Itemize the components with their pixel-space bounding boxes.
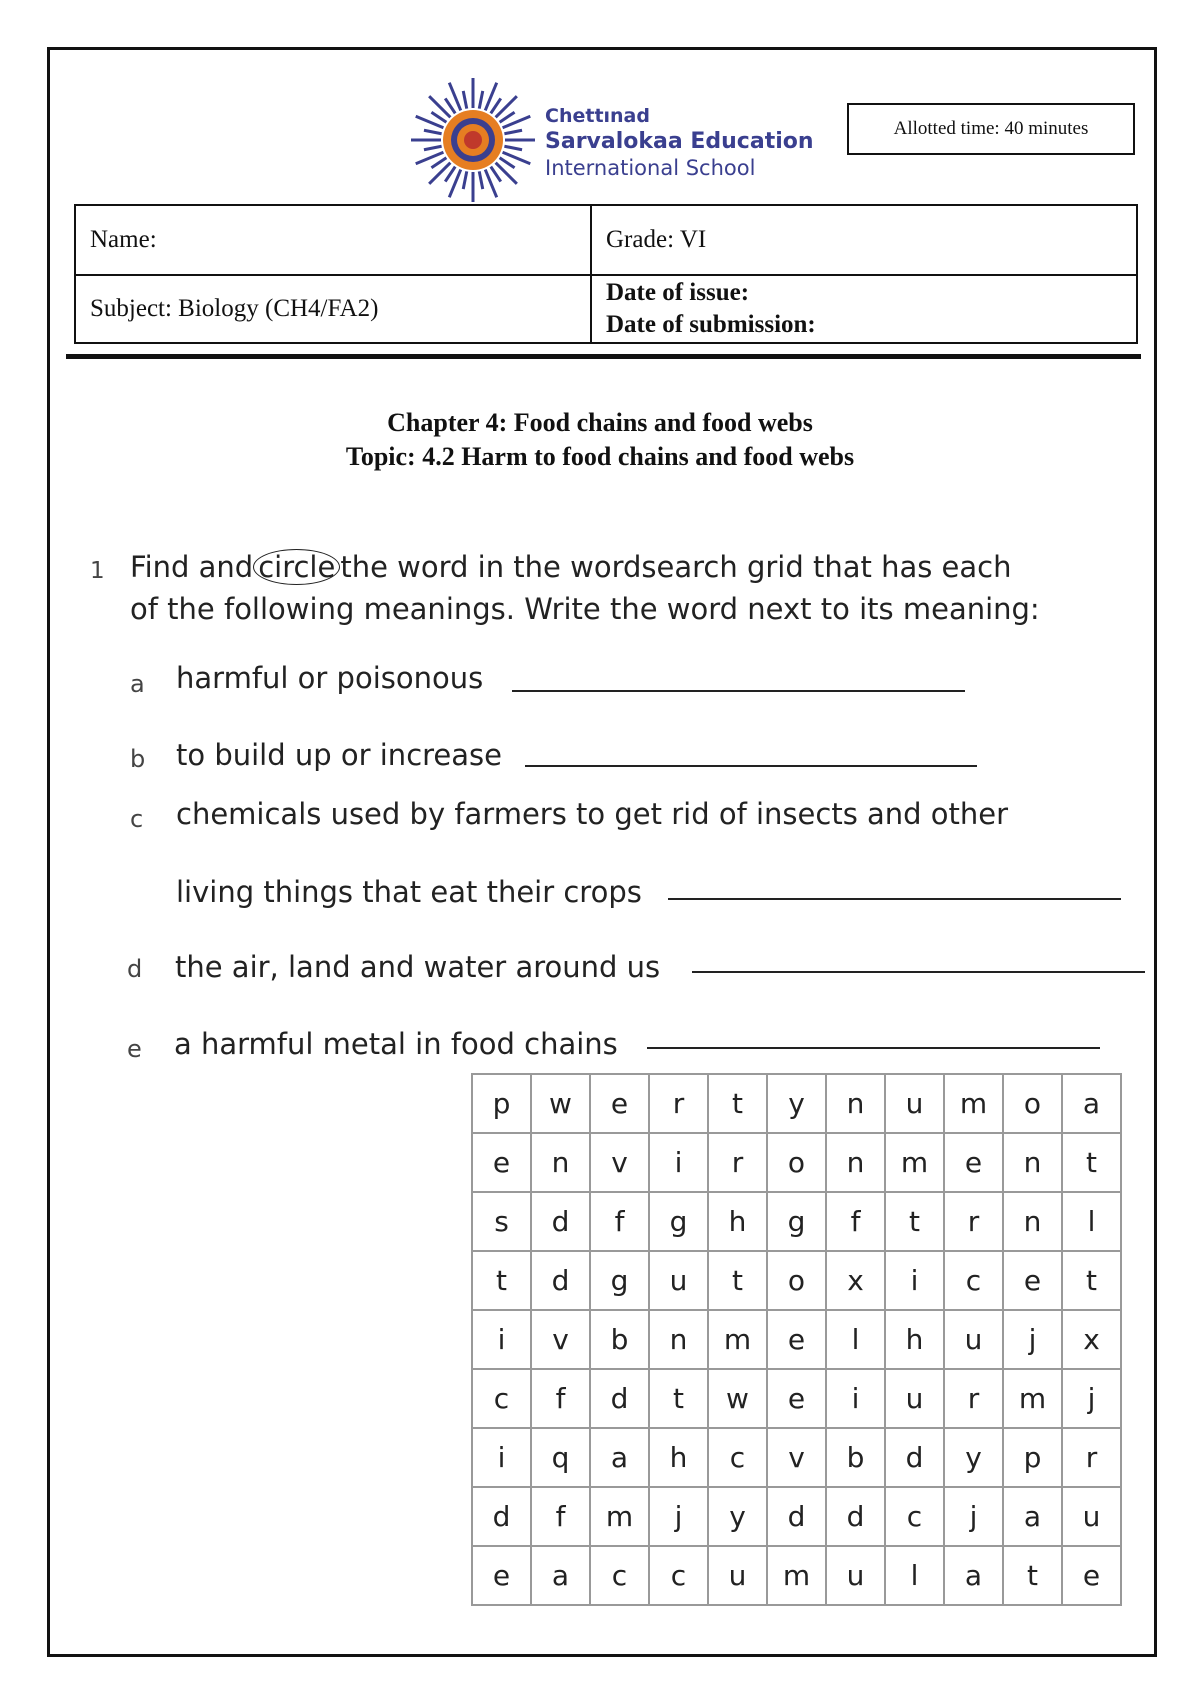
answer-line-b[interactable]: [525, 765, 977, 767]
wordsearch-cell[interactable]: t: [1003, 1546, 1062, 1605]
wordsearch-cell[interactable]: e: [472, 1133, 531, 1192]
topic-title: Topic: 4.2 Harm to food chains and food webs: [345, 442, 855, 471]
wordsearch-row: [472, 1310, 1121, 1369]
wordsearch-cell[interactable]: d: [531, 1192, 590, 1251]
wordsearch-cell[interactable]: u: [649, 1251, 708, 1310]
wordsearch-cell[interactable]: w: [531, 1074, 590, 1133]
wordsearch-cell[interactable]: n: [531, 1133, 590, 1192]
answer-line-a[interactable]: [512, 690, 965, 692]
wordsearch-cell[interactable]: e: [767, 1369, 826, 1428]
date-of-submission[interactable]: Date of submission:: [606, 311, 816, 338]
wordsearch-cell[interactable]: r: [944, 1369, 1003, 1428]
wordsearch-cell[interactable]: m: [767, 1546, 826, 1605]
wordsearch-cell[interactable]: x: [826, 1251, 885, 1310]
question-text-part1: Find and: [130, 550, 254, 584]
wordsearch-cell[interactable]: n: [826, 1133, 885, 1192]
question-text: [130, 546, 1040, 630]
logo-ray: [491, 167, 501, 182]
wordsearch-cell[interactable]: d: [885, 1428, 944, 1487]
wordsearch-cell[interactable]: r: [649, 1074, 708, 1133]
wordsearch-row: [472, 1251, 1121, 1310]
logo-ray: [491, 98, 501, 113]
wordsearch-cell[interactable]: f: [531, 1487, 590, 1546]
wordsearch-cell[interactable]: o: [1003, 1074, 1062, 1133]
wordsearch-cell[interactable]: g: [649, 1192, 708, 1251]
wordsearch-cell[interactable]: l: [1062, 1192, 1121, 1251]
wordsearch-cell[interactable]: d: [590, 1369, 649, 1428]
item-label-b: b: [130, 745, 146, 773]
wordsearch-cell[interactable]: e: [472, 1546, 531, 1605]
logo-ray: [463, 91, 467, 109]
school-name-line2: Sarvalokaa Education: [545, 129, 814, 154]
item-text-b: to build up or increase: [176, 738, 502, 772]
wordsearch-grid: [471, 1073, 1122, 1606]
subject-cell: Subject: Biology (CH4/FA2): [75, 275, 591, 343]
wordsearch-cell[interactable]: r: [1062, 1428, 1121, 1487]
wordsearch-cell[interactable]: u: [1062, 1487, 1121, 1546]
item-text-d: the air, land and water around us: [175, 950, 661, 984]
wordsearch-row: [472, 1192, 1121, 1251]
wordsearch-cell[interactable]: h: [885, 1310, 944, 1369]
question-text-line2: of the following meanings. Write the word next to its meaning:: [130, 592, 1040, 626]
grade-cell: Grade: VI: [591, 205, 1137, 275]
item-text-e: a harmful metal in food chains: [174, 1027, 618, 1061]
wordsearch-cell[interactable]: y: [767, 1074, 826, 1133]
wordsearch-cell[interactable]: t: [472, 1251, 531, 1310]
wordsearch-cell[interactable]: c: [885, 1487, 944, 1546]
wordsearch-cell[interactable]: v: [767, 1428, 826, 1487]
answer-line-d[interactable]: [692, 971, 1145, 973]
wordsearch-cell[interactable]: i: [472, 1428, 531, 1487]
wordsearch-cell[interactable]: b: [590, 1310, 649, 1369]
wordsearch-cell[interactable]: y: [708, 1487, 767, 1546]
answer-line-e[interactable]: [647, 1047, 1100, 1049]
wordsearch-cell[interactable]: e: [1062, 1546, 1121, 1605]
question-number: 1: [90, 558, 105, 584]
wordsearch-row: [472, 1487, 1121, 1546]
wordsearch-cell[interactable]: a: [1062, 1074, 1121, 1133]
wordsearch-cell[interactable]: n: [1003, 1133, 1062, 1192]
wordsearch-cell[interactable]: t: [885, 1192, 944, 1251]
wordsearch-cell[interactable]: e: [944, 1133, 1003, 1192]
wordsearch-cell[interactable]: i: [826, 1369, 885, 1428]
wordsearch-cell[interactable]: l: [885, 1546, 944, 1605]
wordsearch-cell[interactable]: o: [767, 1251, 826, 1310]
wordsearch-cell[interactable]: f: [531, 1369, 590, 1428]
allotted-time-box: Allotted time: 40 minutes: [847, 103, 1135, 155]
wordsearch-cell[interactable]: m: [944, 1074, 1003, 1133]
wordsearch-cell[interactable]: n: [826, 1074, 885, 1133]
wordsearch-row: [472, 1074, 1121, 1133]
logo-ray: [431, 112, 446, 122]
wordsearch-cell[interactable]: g: [767, 1192, 826, 1251]
wordsearch-cell[interactable]: e: [1003, 1251, 1062, 1310]
item-label-c: c: [130, 805, 144, 833]
wordsearch-cell[interactable]: j: [1003, 1310, 1062, 1369]
wordsearch-cell[interactable]: v: [531, 1310, 590, 1369]
date-of-issue[interactable]: Date of issue:: [606, 279, 750, 306]
wordsearch-cell[interactable]: a: [944, 1546, 1003, 1605]
logo-ray: [424, 146, 442, 150]
wordsearch-cell[interactable]: f: [590, 1192, 649, 1251]
wordsearch-cell[interactable]: m: [590, 1487, 649, 1546]
item-label-e: e: [127, 1035, 142, 1063]
logo-ray: [424, 130, 442, 134]
wordsearch-cell[interactable]: t: [1062, 1133, 1121, 1192]
item-text-c: chemicals used by farmers to get rid of insects and other: [176, 797, 1009, 831]
wordsearch-cell[interactable]: i: [649, 1133, 708, 1192]
dates-cell: [591, 275, 1137, 343]
chapter-title: Chapter 4: Food chains and food webs: [387, 408, 813, 437]
wordsearch-cell[interactable]: j: [944, 1487, 1003, 1546]
wordsearch-cell[interactable]: g: [590, 1251, 649, 1310]
wordsearch-cell[interactable]: h: [708, 1192, 767, 1251]
wordsearch-cell[interactable]: c: [944, 1251, 1003, 1310]
wordsearch-cell[interactable]: j: [1062, 1369, 1121, 1428]
answer-line-c[interactable]: [668, 898, 1121, 900]
wordsearch-cell[interactable]: t: [708, 1251, 767, 1310]
wordsearch-cell[interactable]: f: [826, 1192, 885, 1251]
school-name-line3: International School: [545, 156, 756, 180]
logo-ray: [479, 91, 483, 109]
logo-ray: [445, 167, 455, 182]
wordsearch-cell[interactable]: w: [708, 1369, 767, 1428]
wordsearch-cell[interactable]: c: [590, 1546, 649, 1605]
sun-emblem-icon: [411, 78, 535, 202]
wordsearch-cell[interactable]: a: [1003, 1487, 1062, 1546]
student-info-table: [74, 204, 1138, 344]
wordsearch-cell[interactable]: c: [472, 1369, 531, 1428]
wordsearch-cell[interactable]: p: [472, 1074, 531, 1133]
logo-ray: [500, 158, 515, 168]
logo-ray: [431, 158, 446, 168]
item-label-a: a: [130, 670, 145, 698]
school-name-line1: Chettınad: [545, 105, 650, 127]
wordsearch-row: [472, 1133, 1121, 1192]
school-name: [545, 103, 814, 181]
wordsearch-cell[interactable]: m: [1003, 1369, 1062, 1428]
wordsearch-cell[interactable]: p: [1003, 1428, 1062, 1487]
wordsearch-row: [472, 1546, 1121, 1605]
header-divider: [66, 354, 1141, 359]
logo-ray: [463, 171, 467, 189]
wordsearch-cell[interactable]: t: [649, 1369, 708, 1428]
wordsearch-cell[interactable]: c: [649, 1546, 708, 1605]
wordsearch-cell[interactable]: b: [826, 1428, 885, 1487]
item-text-a: harmful or poisonous: [176, 661, 484, 695]
question-text-part2: the word in the wordsearch grid that has each: [340, 550, 1012, 584]
wordsearch-cell[interactable]: d: [472, 1487, 531, 1546]
wordsearch-cell[interactable]: u: [826, 1546, 885, 1605]
logo-ray: [479, 171, 483, 189]
item-text-c-line2: living things that eat their crops: [176, 875, 642, 909]
wordsearch-cell[interactable]: u: [944, 1310, 1003, 1369]
name-cell[interactable]: Name:: [75, 205, 591, 275]
logo-ray: [500, 112, 515, 122]
wordsearch-cell[interactable]: m: [885, 1133, 944, 1192]
wordsearch-cell[interactable]: a: [531, 1546, 590, 1605]
wordsearch-cell[interactable]: h: [649, 1428, 708, 1487]
logo-ray: [504, 146, 522, 150]
wordsearch-row: [472, 1369, 1121, 1428]
wordsearch-cell[interactable]: d: [767, 1487, 826, 1546]
wordsearch-cell[interactable]: c: [708, 1428, 767, 1487]
item-label-d: d: [127, 955, 143, 983]
wordsearch-cell[interactable]: d: [531, 1251, 590, 1310]
wordsearch-cell[interactable]: a: [590, 1428, 649, 1487]
wordsearch-cell[interactable]: o: [767, 1133, 826, 1192]
wordsearch-cell[interactable]: y: [944, 1428, 1003, 1487]
wordsearch-cell[interactable]: x: [1062, 1310, 1121, 1369]
wordsearch-cell[interactable]: n: [1003, 1192, 1062, 1251]
wordsearch-cell[interactable]: n: [649, 1310, 708, 1369]
logo-ray: [445, 98, 455, 113]
circled-word: circle: [253, 549, 340, 585]
logo-ray: [504, 130, 522, 134]
wordsearch-cell[interactable]: r: [944, 1192, 1003, 1251]
wordsearch-cell[interactable]: e: [767, 1310, 826, 1369]
wordsearch-cell[interactable]: t: [1062, 1251, 1121, 1310]
wordsearch-cell[interactable]: s: [472, 1192, 531, 1251]
wordsearch-cell[interactable]: m: [708, 1310, 767, 1369]
wordsearch-cell[interactable]: r: [708, 1133, 767, 1192]
wordsearch-cell[interactable]: u: [885, 1369, 944, 1428]
wordsearch-cell[interactable]: e: [590, 1074, 649, 1133]
wordsearch-cell[interactable]: l: [826, 1310, 885, 1369]
wordsearch-cell[interactable]: d: [826, 1487, 885, 1546]
wordsearch-cell[interactable]: j: [649, 1487, 708, 1546]
wordsearch-cell[interactable]: u: [708, 1546, 767, 1605]
wordsearch-cell[interactable]: q: [531, 1428, 590, 1487]
wordsearch-row: [472, 1428, 1121, 1487]
wordsearch-cell[interactable]: t: [708, 1074, 767, 1133]
wordsearch-cell[interactable]: i: [472, 1310, 531, 1369]
wordsearch-cell[interactable]: u: [885, 1074, 944, 1133]
wordsearch-cell[interactable]: i: [885, 1251, 944, 1310]
wordsearch-cell[interactable]: v: [590, 1133, 649, 1192]
